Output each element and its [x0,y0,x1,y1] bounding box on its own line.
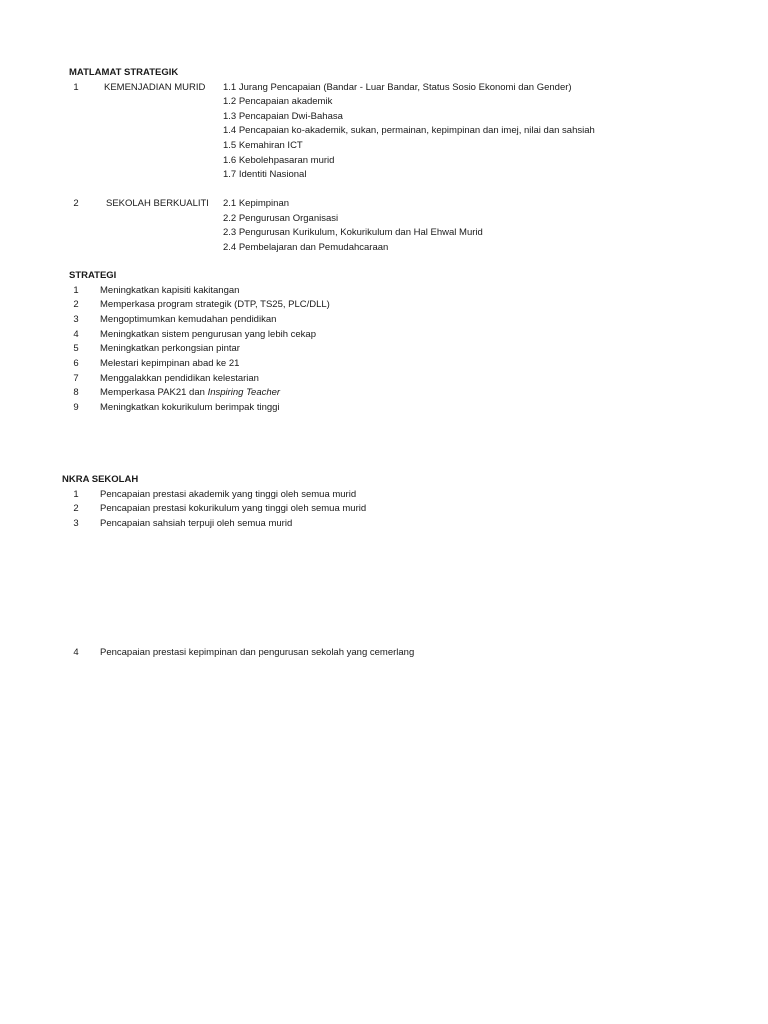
matlamat-item: 1.3 Pencapaian Dwi-Bahasa [223,111,343,122]
strategi-text-plain: Memperkasa PAK21 dan [100,387,208,398]
matlamat-group-name: SEKOLAH BERKUALITI [106,198,209,209]
nkra-text: Pencapaian prestasi akademik yang tinggi oleh semua murid [100,489,357,500]
matlamat-item: 1.4 Pencapaian ko-akademik, sukan, permainan, kepimpinan dan imej, nilai dan sahsiah [223,125,595,136]
strategi-text: Memperkasa program strategik (DTP, TS25, PLC/DLL) [100,299,330,310]
matlamat-item: 2.2 Pengurusan Organisasi [223,213,339,224]
strategi-number: 7 [73,373,79,384]
strategi-number: 2 [73,299,79,310]
matlamat-item: 2.4 Pembelajaran dan Pemudahcaraan [223,242,389,253]
matlamat-item: 1.2 Pencapaian akademik [223,96,333,107]
strategi-text: Meningkatkan kapisiti kakitangan [100,285,240,296]
strategi-text: Melestari kepimpinan abad ke 21 [100,358,240,369]
nkra-heading: NKRA SEKOLAH [62,474,139,485]
strategi-text: Meningkatkan perkongsian pintar [100,343,240,354]
strategi-number: 9 [73,402,79,413]
matlamat-group-name: KEMENJADIAN MURID [104,82,206,93]
strategi-number: 6 [73,358,79,369]
matlamat-item: 2.1 Kepimpinan [223,198,290,209]
strategi-number: 3 [73,314,79,325]
matlamat-item: 1.6 Kebolehpasaran murid [223,155,335,166]
nkra-number: 3 [73,518,79,529]
matlamat-group-number: 1 [73,82,79,93]
matlamat-item: 1.1 Jurang Pencapaian (Bandar - Luar Bandar, Status Sosio Ekonomi dan Gender) [223,82,572,93]
strategi-text: Menggalakkan pendidikan kelestarian [100,373,259,384]
nkra-text: Pencapaian prestasi kokurikulum yang tinggi oleh semua murid [100,503,367,514]
nkra-text: Pencapaian prestasi kepimpinan dan pengurusan sekolah yang cemerlang [100,647,415,658]
nkra-number: 2 [73,503,79,514]
strategi-text: Meningkatkan kokurikulum berimpak tinggi [100,402,280,413]
nkra-text: Pencapaian sahsiah terpuji oleh semua murid [100,518,293,529]
matlamat-item: 1.5 Kemahiran ICT [223,140,303,151]
strategi-number: 4 [73,329,79,340]
matlamat-item: 2.3 Pengurusan Kurikulum, Kokurikulum dan Hal Ehwal Murid [223,227,483,238]
strategi-text: Meningkatkan sistem pengurusan yang lebih cekap [100,329,316,340]
strategi-text: Mengoptimumkan kemudahan pendidikan [100,314,277,325]
matlamat-heading: MATLAMAT STRATEGIK [69,67,179,78]
nkra-number: 1 [73,489,79,500]
nkra-number: 4 [73,647,79,658]
strategi-heading: STRATEGI [69,270,117,281]
matlamat-item: 1.7 Identiti Nasional [223,169,307,180]
strategi-number: 1 [73,285,79,296]
strategi-text [100,387,280,399]
matlamat-group-number: 2 [73,198,79,209]
strategi-number: 8 [73,387,79,398]
strategi-number: 5 [73,343,79,354]
strategi-text-italic: Inspiring Teacher [207,387,281,398]
